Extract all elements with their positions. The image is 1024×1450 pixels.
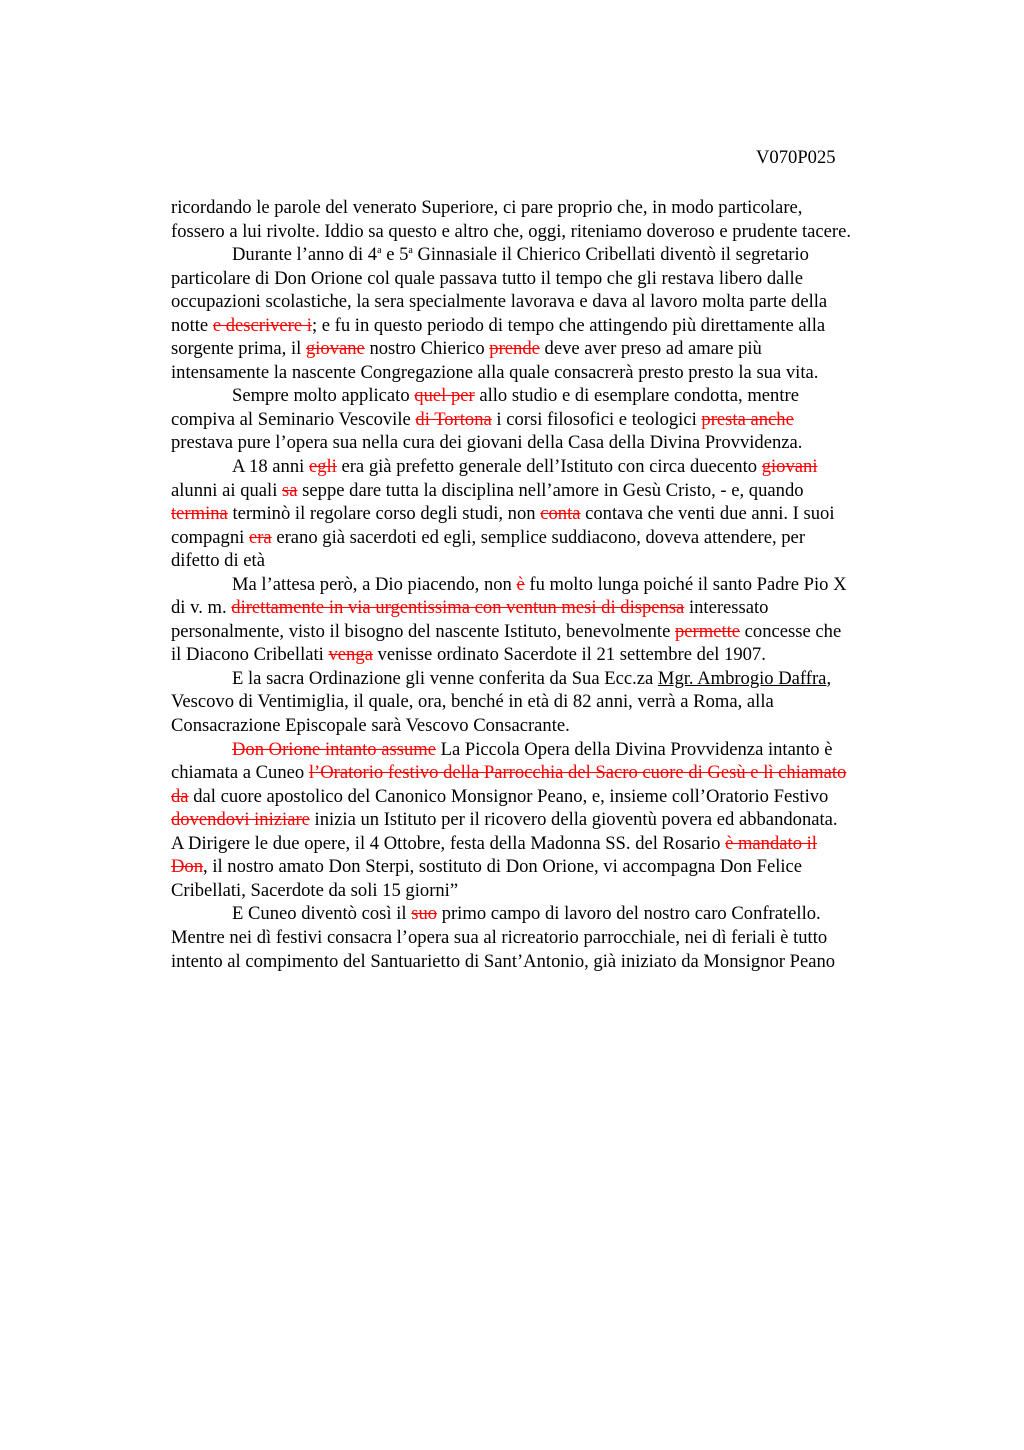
text-run: Cribellati, Sacerdote da soli 15 giorni”	[171, 879, 459, 901]
text-run: compiva al Seminario Vescovile	[171, 408, 416, 430]
text-line	[171, 761, 951, 785]
text-line	[171, 408, 951, 432]
deleted-text: l’Oratorio festivo della Parrocchia del Sacro cuore di Gesù e lì chiamato	[308, 762, 847, 784]
paragraph-first-line	[171, 738, 951, 762]
deleted-text: termina	[171, 503, 228, 525]
text-line	[171, 596, 951, 620]
text-run: Mentre nei dì festivi consacra l’opera sua al ricreatorio parrocchiale, nei dì feriali è tutto	[171, 926, 828, 948]
superscript-text: a	[377, 245, 382, 257]
text-line	[171, 361, 951, 385]
text-run: inizia un Istituto per il ricovero della gioventù povera ed abbandonata.	[309, 809, 838, 831]
text-line	[171, 196, 951, 220]
text-run: deve aver preso ad amare più	[539, 338, 762, 360]
text-line	[171, 950, 951, 974]
deleted-text: venga	[328, 644, 373, 666]
deleted-text: Don Orione intanto assume	[232, 738, 436, 760]
deleted-text: giovane	[305, 338, 365, 360]
text-run: ricordando le parole del venerato Superiore, ci pare proprio che, in modo particolare,	[171, 197, 803, 218]
text-run: intensamente la nascente Congregazione alla quale consacrerà presto presto la sua vita.	[171, 361, 819, 383]
text-line	[171, 337, 951, 361]
text-run: intento al compimento del Santuarietto di Sant’Antonio, già iniziato da Monsignor Peano	[171, 950, 836, 972]
deleted-text: era	[248, 526, 272, 548]
text-run: , il nostro amato Don Sterpi, sostituto di Don Orione, vi accompagna Don Felice	[203, 856, 803, 878]
text-line	[171, 549, 951, 573]
deleted-text: suo	[411, 903, 438, 925]
text-run: Consacrazione Episcopale sarà Vescovo Consacrante.	[171, 715, 570, 737]
text-line	[171, 220, 951, 244]
paragraph-first-line	[171, 902, 951, 926]
text-run: e 5	[381, 244, 409, 266]
text-run: fu molto lunga poiché il santo Padre Pio X	[524, 573, 847, 595]
deleted-text: e descrivere i	[212, 314, 312, 336]
deleted-text: conta	[540, 503, 581, 525]
text-line	[171, 690, 951, 714]
text-run: fossero a lui rivolte. Iddio sa questo e altro che, oggi, riteniamo doveroso e prudente tacere.	[171, 220, 851, 242]
text-run: erano già sacerdoti ed egli, semplice suddiacono, doveva attendere, per	[271, 526, 806, 548]
text-run: occupazioni scolastiche, la sera specialmente lavorava e dava al lavoro molta parte della	[171, 291, 828, 313]
deleted-text: di Tortona	[415, 408, 492, 430]
deleted-text: egli	[308, 456, 337, 478]
paragraph-first-line	[171, 667, 951, 691]
text-run: interessato	[684, 597, 769, 619]
text-run: A Dirigere le due opere, il 4 Ottobre, festa della Madonna SS. del Rosario	[171, 832, 726, 854]
text-line	[171, 479, 951, 503]
deleted-text: direttamente in via urgentissima con ventun mesi di dispensa	[231, 597, 685, 619]
text-run: A 18 anni	[232, 456, 309, 478]
text-line	[171, 620, 951, 644]
text-line	[171, 855, 951, 879]
deleted-text: prende	[489, 338, 540, 360]
text-run: ,	[826, 667, 832, 689]
text-line	[171, 290, 951, 314]
text-run: sorgente prima, il	[171, 338, 306, 360]
deleted-text: è	[516, 573, 525, 595]
text-run: prestava pure l’opera sua nella cura dei giovani della Casa della Divina Provvidenza.	[171, 432, 803, 454]
text-run: primo campo di lavoro del nostro caro Confratello.	[437, 903, 821, 925]
text-run: alunni ai quali	[171, 479, 283, 501]
page-identifier: V070P025	[756, 147, 836, 168]
text-run: allo studio e di esemplare condotta, mentre	[474, 385, 799, 407]
text-run: La Piccola Opera della Divina Provvidenza intanto è	[435, 738, 833, 760]
text-run: E la sacra Ordinazione gli venne conferita da Sua Ecc.za	[232, 667, 658, 689]
paragraph-first-line	[171, 243, 951, 267]
text-line	[171, 314, 951, 338]
text-line	[171, 431, 951, 455]
text-line	[171, 832, 951, 856]
text-run: Sempre molto applicato	[232, 385, 415, 407]
text-run: E Cuneo diventò così il	[232, 903, 412, 925]
deleted-text: dovendovi iniziare	[171, 809, 310, 831]
deleted-text: permette	[674, 620, 741, 642]
text-run: venisse ordinato Sacerdote il 21 settembre del 1907.	[372, 644, 766, 666]
paragraph-first-line	[171, 384, 951, 408]
text-run: compagni	[171, 526, 249, 548]
superscript-text: a	[408, 245, 413, 257]
text-run: concesse che	[740, 620, 842, 642]
text-run: particolare di Don Orione col quale passava tutto il tempo che gli restava libero dalle	[171, 267, 803, 289]
text-run: Vescovo di Ventimiglia, il quale, ora, benché in età di 82 anni, verrà a Roma, alla	[171, 691, 774, 713]
document-body	[171, 196, 951, 973]
text-run: il Diacono Cribellati	[171, 644, 329, 666]
text-run: personalmente, visto il bisogno del nascente Istituto, benevolmente	[171, 620, 675, 642]
text-run: i corsi filosofici e teologici	[491, 408, 702, 430]
text-line	[171, 714, 951, 738]
text-run: ; e fu in questo periodo di tempo che attingendo più direttamente alla	[311, 314, 826, 336]
text-line	[171, 526, 951, 550]
paragraph-first-line	[171, 455, 951, 479]
text-line	[171, 926, 951, 950]
text-run: contava che venti due anni. I suoi	[580, 503, 835, 525]
text-run: era già prefetto generale dell’Istituto con circa duecento	[336, 456, 762, 478]
deleted-text: è mandato il	[725, 832, 817, 854]
text-line	[171, 879, 951, 903]
deleted-text: presta anche	[701, 408, 794, 430]
text-run: dal cuore apostolico del Canonico Monsignor Peano, e, insieme coll’Oratorio Festivo	[188, 785, 829, 807]
underlined-text: Mgr. Ambrogio Daffra	[657, 667, 827, 689]
deleted-text: quel per	[414, 385, 475, 407]
text-run: Durante l’anno di 4	[232, 244, 378, 266]
text-line	[171, 643, 951, 667]
paragraph-first-line	[171, 573, 951, 597]
text-run: notte	[171, 314, 213, 336]
deleted-text: giovani	[761, 456, 818, 478]
text-run: nostro Chierico	[364, 338, 490, 360]
deleted-text: Don	[171, 856, 204, 878]
text-line	[171, 785, 951, 809]
text-run: chiamata a Cuneo	[171, 762, 309, 784]
text-line	[171, 808, 951, 832]
text-run: Ginnasiale il Chierico Cribellati diventò il segretario	[412, 244, 809, 266]
text-run: seppe dare tutta la disciplina nell’amore in Gesù Cristo, - e, quando	[297, 479, 804, 501]
text-run: terminò il regolare corso degli studi, non	[227, 503, 541, 525]
text-run: Ma l’attesa però, a Dio piacendo, non	[232, 573, 517, 595]
text-line	[171, 267, 951, 291]
text-line	[171, 502, 951, 526]
text-run: di v. m.	[171, 597, 232, 619]
deleted-text: sa	[282, 479, 298, 501]
deleted-text: da	[171, 785, 189, 807]
text-run: difetto di età	[171, 550, 265, 572]
